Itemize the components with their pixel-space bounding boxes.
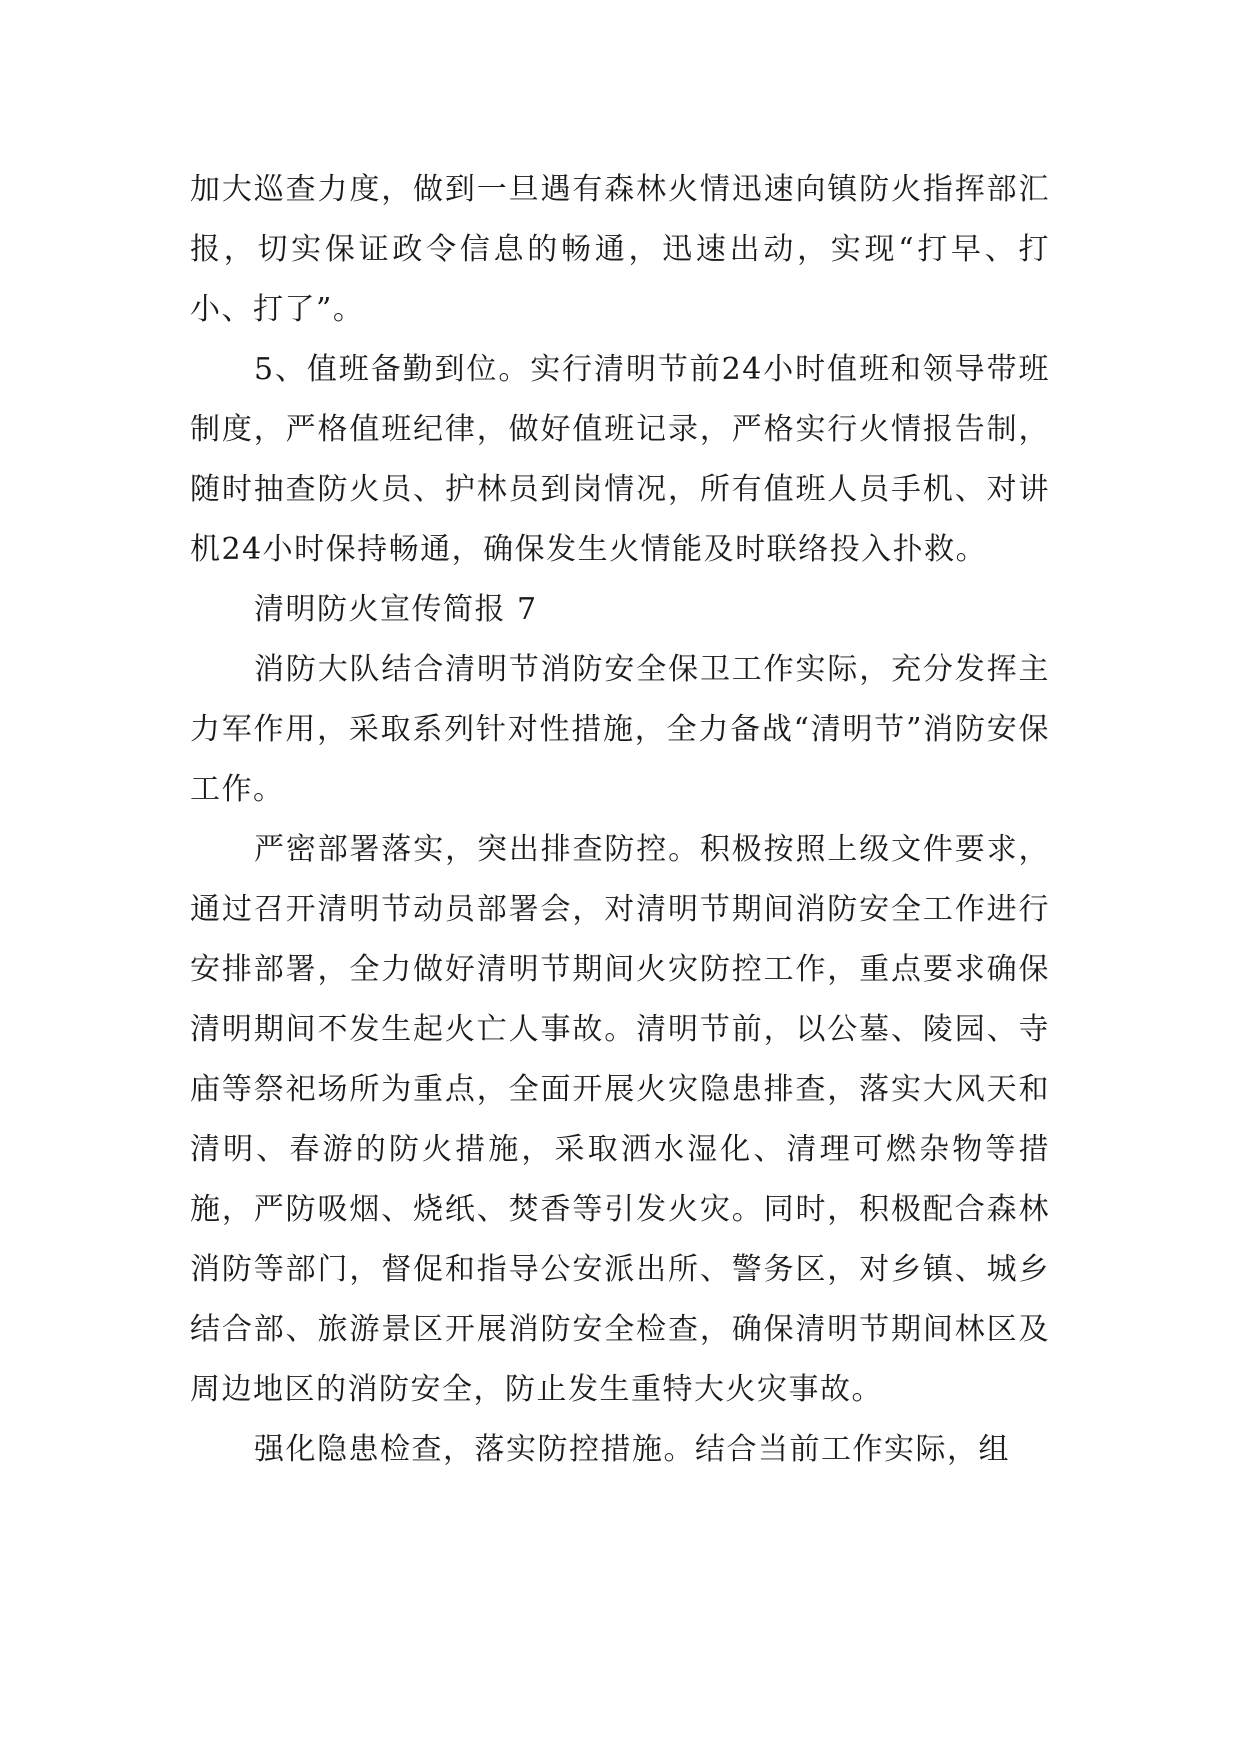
body-paragraph: 强化隐患检查，落实防控措施。结合当前工作实际，组: [254, 1432, 1010, 1467]
body-paragraph: 加大巡查力度，做到一旦遇有森林火情迅速向镇防火指挥部汇报，切实保证政令信息的畅通，迅速出动，实现“打早、打小、打了”。: [190, 172, 1050, 327]
section-heading: 清明防火宣传简报 7: [254, 592, 538, 627]
document-body: [190, 160, 1050, 1480]
body-paragraph: 5、值班备勤到位。实行清明节前24小时值班和领导带班制度，严格值班纪律，做好值班记录，严格实行火情报告制，随时抽查防火员、护林员到岗情况，所有值班人员手机、对讲机24小时保持畅通，确保发生火情能及时联络投入扑救。: [190, 352, 1050, 567]
body-paragraph: 消防大队结合清明节消防安全保卫工作实际，充分发挥主力军作用，采取系列针对性措施，全力备战“清明节”消防安保工作。: [190, 652, 1050, 807]
body-paragraph: 严密部署落实，突出排查防控。积极按照上级文件要求，通过召开清明节动员部署会，对清明节期间消防安全工作进行安排部署，全力做好清明节期间火灾防控工作，重点要求确保清明期间不发生起火亡人事故。清明节前，以公墓、陵园、寺庙等祭祀场所为重点，全面开展火灾隐患排查，落实大风天和清明、春游的防火措施，采取洒水湿化、清理可燃杂物等措施，严防吸烟、烧纸、焚香等引发火灾。同时，积极配合森林消防等部门，督促和指导公安派出所、警务区，对乡镇、城乡结合部、旅游景区开展消防安全检查，确保清明节期间林区及周边地区的消防安全，防止发生重特大火灾事故。: [190, 832, 1050, 1407]
